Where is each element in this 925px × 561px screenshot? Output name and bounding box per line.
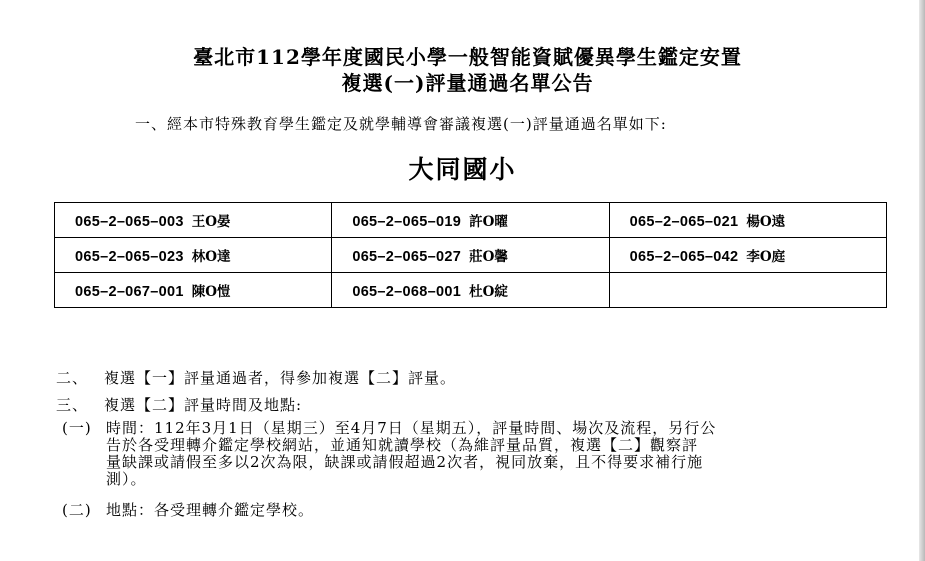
section-text: 複選【一】評量通過者，得參加複選【二】評量。 [104, 369, 457, 387]
title-line-2: 複選(一)評量通過名單公告 [341, 71, 594, 95]
table-row [55, 203, 887, 238]
student-name: 李O庭 [746, 249, 786, 265]
roster-table [54, 202, 887, 308]
intro-paragraph: 一、經本市特殊教育學生鑑定及就學輔導會審議複選(一)評量通過名單如下: [135, 115, 667, 133]
section-two [56, 367, 456, 388]
item-line: 告於各受理轉介鑑定學校網站，並通知就讀學校（為維評量品質，複選【二】觀察評 [106, 436, 699, 454]
student-name: 莊O馨 [469, 249, 508, 265]
roster-cell [609, 238, 886, 273]
item-body [106, 420, 870, 488]
section-three-item-location [62, 502, 870, 519]
table-row [55, 273, 887, 308]
student-name: 許O曜 [469, 214, 508, 230]
section-number: 三、 [56, 396, 89, 414]
roster-cell [332, 273, 609, 308]
page-edge-shadow [919, 0, 925, 561]
item-body [106, 502, 870, 519]
section-three-item-time [62, 420, 870, 488]
section-three [56, 394, 302, 415]
student-code: 065–2–065–042 [629, 249, 739, 265]
roster-cell [332, 203, 609, 238]
roster-cell-empty [609, 273, 886, 308]
student-code: 065–2–065–023 [75, 249, 184, 265]
item-marker: (一) [62, 419, 92, 437]
student-name: 杜O綻 [469, 284, 508, 300]
student-name: 林O達 [191, 249, 231, 265]
roster-cell [609, 203, 886, 238]
student-code: 065–2–068–001 [352, 284, 462, 300]
item-marker: (二) [62, 501, 92, 519]
student-code: 065–2–065–019 [352, 214, 462, 230]
roster-cell [55, 238, 332, 273]
student-name: 楊O遠 [746, 214, 786, 230]
item-line: 量缺課或請假至多以2次為限，缺課或請假超過2次者，視同放棄，且不得要求補行施 [106, 453, 704, 471]
student-name: 王O晏 [191, 214, 231, 230]
table-row [55, 238, 887, 273]
student-code: 065–2–065–003 [75, 214, 184, 230]
roster-cell [332, 238, 609, 273]
school-name: 大同國小 [408, 155, 517, 184]
item-line: 測）。 [106, 470, 147, 488]
student-code: 065–2–065–021 [629, 214, 739, 230]
student-code: 065–2–067–001 [75, 284, 184, 300]
section-number: 二、 [56, 369, 89, 387]
roster-cell [55, 273, 332, 308]
student-code: 065–2–065–027 [352, 249, 462, 265]
item-line: 地點：各受理轉介鑑定學校。 [106, 501, 315, 519]
student-name: 陳O愷 [191, 284, 231, 300]
section-text: 複選【二】評量時間及地點: [104, 396, 303, 414]
item-line: 時間：112年3月1日（星期三）至4月7日（星期五），評量時間、場次及流程，另行公 [106, 419, 717, 437]
title-line-1: 臺北市112學年度國民小學一般智能資賦優異學生鑑定安置 [193, 45, 742, 69]
roster-cell [55, 203, 332, 238]
document-title [0, 44, 925, 96]
